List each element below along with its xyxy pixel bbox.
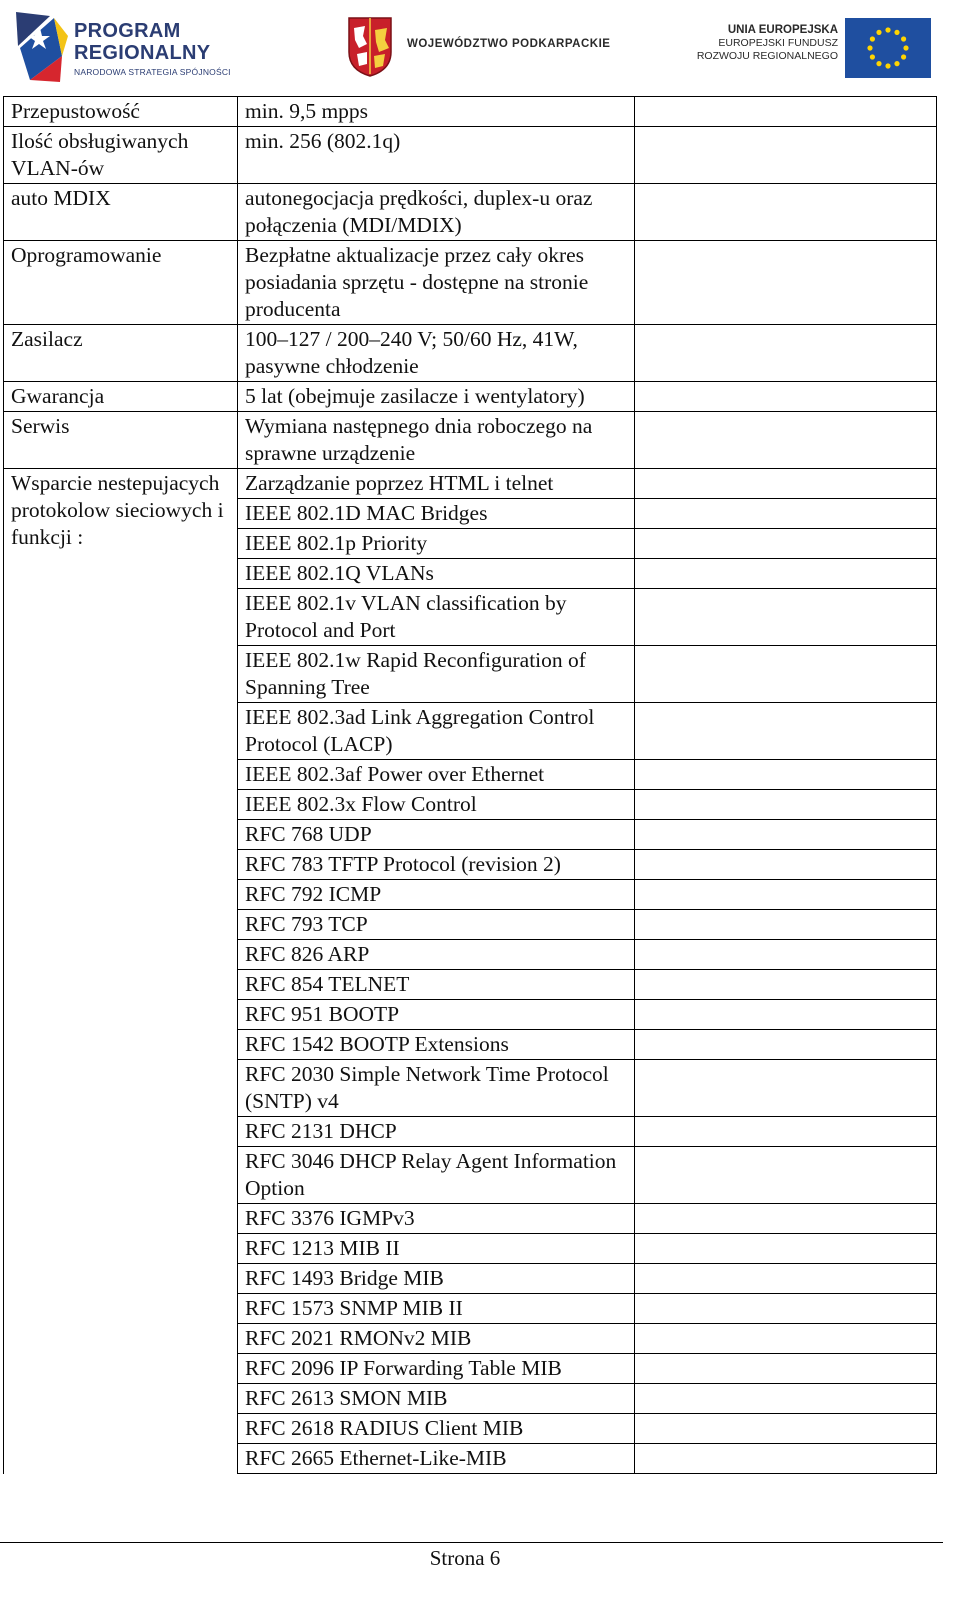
eu-logo-line1: UNIA EUROPEJSKA	[727, 24, 838, 36]
program-star-emblem-icon	[10, 6, 72, 86]
program-logo-line1: PROGRAM	[74, 20, 181, 42]
support-label: Wsparcie nestepujacych protokolow sieciowych i funkcji :	[4, 469, 238, 1474]
row-label: Gwarancja	[4, 382, 238, 412]
support-item: RFC 2665 Ethernet-Like-MIB	[238, 1444, 635, 1474]
row-label: Serwis	[4, 412, 238, 469]
footer-divider	[0, 1542, 943, 1543]
support-item: IEEE 802.1p Priority	[238, 529, 635, 559]
row-extra-cell	[635, 940, 937, 970]
support-item: RFC 826 ARP	[238, 940, 635, 970]
specification-table	[3, 96, 937, 1474]
table-row	[4, 127, 937, 184]
support-item: RFC 2131 DHCP	[238, 1117, 635, 1147]
row-value: min. 9,5 mpps	[238, 97, 635, 127]
table-row	[4, 382, 937, 412]
row-extra-cell	[635, 382, 937, 412]
support-item: RFC 2618 RADIUS Client MIB	[238, 1414, 635, 1444]
row-value: 100–127 / 200–240 V; 50/60 Hz, 41W, pasywne chłodzenie	[238, 325, 635, 382]
row-extra-cell	[635, 559, 937, 589]
support-item: RFC 1542 BOOTP Extensions	[238, 1030, 635, 1060]
row-extra-cell	[635, 1384, 937, 1414]
support-item: RFC 3376 IGMPv3	[238, 1204, 635, 1234]
row-extra-cell	[635, 820, 937, 850]
row-value: min. 256 (802.1q)	[238, 127, 635, 184]
row-extra-cell	[635, 646, 937, 703]
support-item: RFC 2613 SMON MIB	[238, 1384, 635, 1414]
table-row	[4, 325, 937, 382]
support-item: RFC 1493 Bridge MIB	[238, 1264, 635, 1294]
row-extra-cell	[635, 1444, 937, 1474]
voivodeship-name: WOJEWÓDZTWO PODKARPACKIE	[407, 38, 611, 50]
table-row	[4, 184, 937, 241]
table-row	[4, 469, 937, 499]
support-item: IEEE 802.3x Flow Control	[238, 790, 635, 820]
row-extra-cell	[635, 910, 937, 940]
page-header	[0, 0, 960, 92]
support-item: RFC 792 ICMP	[238, 880, 635, 910]
row-extra-cell	[635, 241, 937, 325]
support-item: IEEE 802.1v VLAN classification by Protocol and Port	[238, 589, 635, 646]
support-item: RFC 3046 DHCP Relay Agent Information Option	[238, 1147, 635, 1204]
support-item: RFC 2030 Simple Network Time Protocol (SNTP) v4	[238, 1060, 635, 1117]
row-extra-cell	[635, 1117, 937, 1147]
row-label: Ilość obsługiwanych VLAN-ów	[4, 127, 238, 184]
row-extra-cell	[635, 469, 937, 499]
support-item: Zarządzanie poprzez HTML i telnet	[238, 469, 635, 499]
row-extra-cell	[635, 1204, 937, 1234]
support-item: IEEE 802.3ad Link Aggregation Control Protocol (LACP)	[238, 703, 635, 760]
support-item: RFC 2021 RMONv2 MIB	[238, 1324, 635, 1354]
voivodeship-crest-icon	[345, 14, 395, 78]
row-value: autonegocjacja prędkości, duplex-u oraz połączenia (MDI/MDIX)	[238, 184, 635, 241]
row-extra-cell	[635, 1234, 937, 1264]
row-label: Zasilacz	[4, 325, 238, 382]
row-extra-cell	[635, 529, 937, 559]
program-logo-line2: REGIONALNY	[74, 42, 211, 64]
program-regionalny-logo	[10, 6, 250, 86]
support-item: RFC 793 TCP	[238, 910, 635, 940]
support-item: RFC 2096 IP Forwarding Table MIB	[238, 1354, 635, 1384]
eu-flag-icon	[845, 18, 931, 78]
row-value: Bezpłatne aktualizacje przez cały okres posiadania sprzętu - dostępne na stronie producenta	[238, 241, 635, 325]
row-extra-cell	[635, 1354, 937, 1384]
support-item: IEEE 802.1D MAC Bridges	[238, 499, 635, 529]
support-item: RFC 768 UDP	[238, 820, 635, 850]
row-label: Przepustowość	[4, 97, 238, 127]
row-value: 5 lat (obejmuje zasilacze i wentylatory)	[238, 382, 635, 412]
support-item: RFC 951 BOOTP	[238, 1000, 635, 1030]
support-item: RFC 1573 SNMP MIB II	[238, 1294, 635, 1324]
row-extra-cell	[635, 1294, 937, 1324]
support-item: IEEE 802.1Q VLANs	[238, 559, 635, 589]
row-extra-cell	[635, 127, 937, 184]
unia-europejska-logo	[690, 18, 935, 80]
row-extra-cell	[635, 589, 937, 646]
support-item: RFC 783 TFTP Protocol (revision 2)	[238, 850, 635, 880]
row-extra-cell	[635, 325, 937, 382]
row-extra-cell	[635, 1147, 937, 1204]
eu-logo-line3: ROZWOJU REGIONALNEGO	[696, 50, 838, 62]
support-item: RFC 1213 MIB II	[238, 1234, 635, 1264]
row-extra-cell	[635, 880, 937, 910]
program-logo-line3: NARODOWA STRATEGIA SPÓJNOŚCI	[74, 67, 231, 77]
page-number: Strona 6	[429, 1546, 501, 1570]
row-label: auto MDIX	[4, 184, 238, 241]
table-row	[4, 97, 937, 127]
row-extra-cell	[635, 790, 937, 820]
row-extra-cell	[635, 1000, 937, 1030]
eu-logo-line2: EUROPEJSKI FUNDUSZ	[718, 37, 838, 49]
row-extra-cell	[635, 970, 937, 1000]
wojewodztwo-podkarpackie-logo	[345, 14, 610, 80]
specification-table-body	[4, 97, 937, 1474]
row-extra-cell	[635, 1324, 937, 1354]
support-item: RFC 854 TELNET	[238, 970, 635, 1000]
row-extra-cell	[635, 499, 937, 529]
table-row	[4, 241, 937, 325]
row-extra-cell	[635, 412, 937, 469]
row-extra-cell	[635, 850, 937, 880]
row-extra-cell	[635, 184, 937, 241]
row-extra-cell	[635, 1030, 937, 1060]
support-item: IEEE 802.1w Rapid Reconfiguration of Spanning Tree	[238, 646, 635, 703]
row-extra-cell	[635, 1414, 937, 1444]
row-extra-cell	[635, 97, 937, 127]
row-value: Wymiana następnego dnia roboczego na sprawne urządzenie	[238, 412, 635, 469]
table-row	[4, 412, 937, 469]
row-label: Oprogramowanie	[4, 241, 238, 325]
row-extra-cell	[635, 703, 937, 760]
support-item: IEEE 802.3af Power over Ethernet	[238, 760, 635, 790]
row-extra-cell	[635, 1264, 937, 1294]
row-extra-cell	[635, 1060, 937, 1117]
row-extra-cell	[635, 760, 937, 790]
